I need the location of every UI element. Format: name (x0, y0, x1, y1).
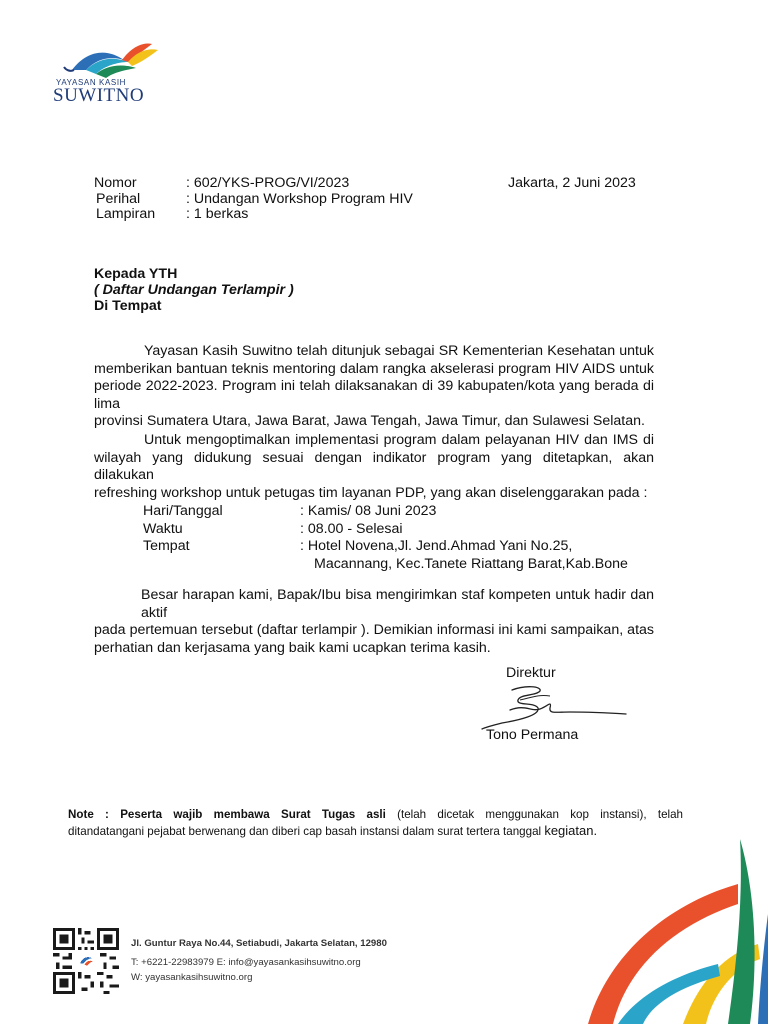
organization-logo (52, 40, 177, 105)
perihal-label: Perihal (96, 191, 141, 207)
paragraph-line: perhatian dan kerjasama yang baik kami ucapkan terima kasih. (94, 639, 491, 656)
schedule-day-label: Hari/Tanggal (143, 503, 223, 519)
footer-swoosh-decoration (438, 834, 768, 1024)
signature-title: Direktur (506, 665, 556, 681)
lampiran-value: : 1 berkas (186, 206, 249, 222)
paragraph-line: provinsi Sumatera Utara, Jawa Barat, Jawa Tengah, Jawa Timur, dan Sulawesi Selatan. (94, 413, 645, 430)
note-line2: ditandatangani pejabat berwenang dan diberi cap basah instansi dalam surat tertera tanggal (68, 824, 545, 838)
note-line2-end: kegiatan. (544, 822, 598, 838)
schedule-place-value: : Hotel Novena,Jl. Jend.Ahmad Yani No.25, (300, 538, 573, 554)
schedule-time-label: Waktu (143, 521, 183, 537)
recipient-line3: Di Tempat (94, 298, 162, 314)
signature-name: Tono Permana (486, 727, 579, 743)
perihal-value: : Undangan Workshop Program HIV (186, 191, 413, 207)
paragraph-line: pada pertemuan tersebut (daftar terlampir ). Demikian informasi ini kami sampaikan, atas (94, 622, 654, 639)
paragraph-line: memberikan bantuan teknis mentoring dalam rangka akselerasi program HIV AIDS untuk (94, 360, 654, 377)
qr-code-icon (53, 928, 119, 994)
schedule-time-value: : 08.00 - Selesai (300, 521, 403, 537)
paragraph-2 (94, 432, 654, 502)
paragraph-line: Untuk mengoptimalkan implementasi program dalam pelayanan HIV dan IMS di (144, 432, 654, 448)
paragraph-1 (94, 343, 654, 431)
paragraph-line: Yayasan Kasih Suwitno telah ditunjuk sebagai SR Kementerian Kesehatan untuk (144, 343, 654, 359)
nomor-label: Nomor (94, 175, 137, 191)
recipient-line1: Kepada YTH (94, 266, 178, 282)
note-bold: Note : Peserta wajib membawa Surat Tugas asli (68, 808, 386, 821)
footer-website: W: yayasankasihsuwitno.org (131, 972, 253, 983)
schedule-day-value: : Kamis/ 08 Juni 2023 (300, 503, 437, 519)
nomor-value: : 602/YKS-PROG/VI/2023 (186, 175, 350, 191)
footer-phone-email: T: +6221-22983979 E: info@yayasankasihsuwitno.org (131, 957, 361, 968)
footer-address: Jl. Guntur Raya No.44, Setiabudi, Jakarta Selatan, 12980 (131, 938, 387, 949)
schedule-place-value-2: Macannang, Kec.Tanete Riattang Barat,Kab.Bone (314, 556, 628, 572)
place-date: Jakarta, 2 Juni 2023 (508, 175, 636, 191)
logo-line1: YAYASAN KASIH (56, 78, 127, 87)
note-line1-rest: (telah dicetak menggunakan kop instansi), telah (385, 808, 684, 821)
handwritten-signature (480, 682, 630, 732)
paragraph-line: wilayah yang didukung sesuai dengan indikator program yang ditetapkan, akan dilakukan (94, 449, 654, 484)
lampiran-label: Lampiran (96, 206, 156, 222)
paragraph-3 (94, 587, 654, 657)
paragraph-line: periode 2022-2023. Program ini telah dilaksanakan di 39 kabupaten/kota yang berada di lima (94, 378, 654, 412)
logo-line2: SUWITNO (53, 85, 145, 106)
paragraph-line: refreshing workshop untuk petugas tim layanan PDP, yang akan diselenggarakan pada : (94, 484, 648, 501)
recipient-line2: ( Daftar Undangan Terlampir ) (94, 282, 294, 298)
paragraph-line: Besar harapan kami, Bapak/Ibu bisa mengirimkan staf kompeten untuk hadir dan aktif (141, 587, 654, 621)
schedule-place-label: Tempat (143, 538, 190, 554)
